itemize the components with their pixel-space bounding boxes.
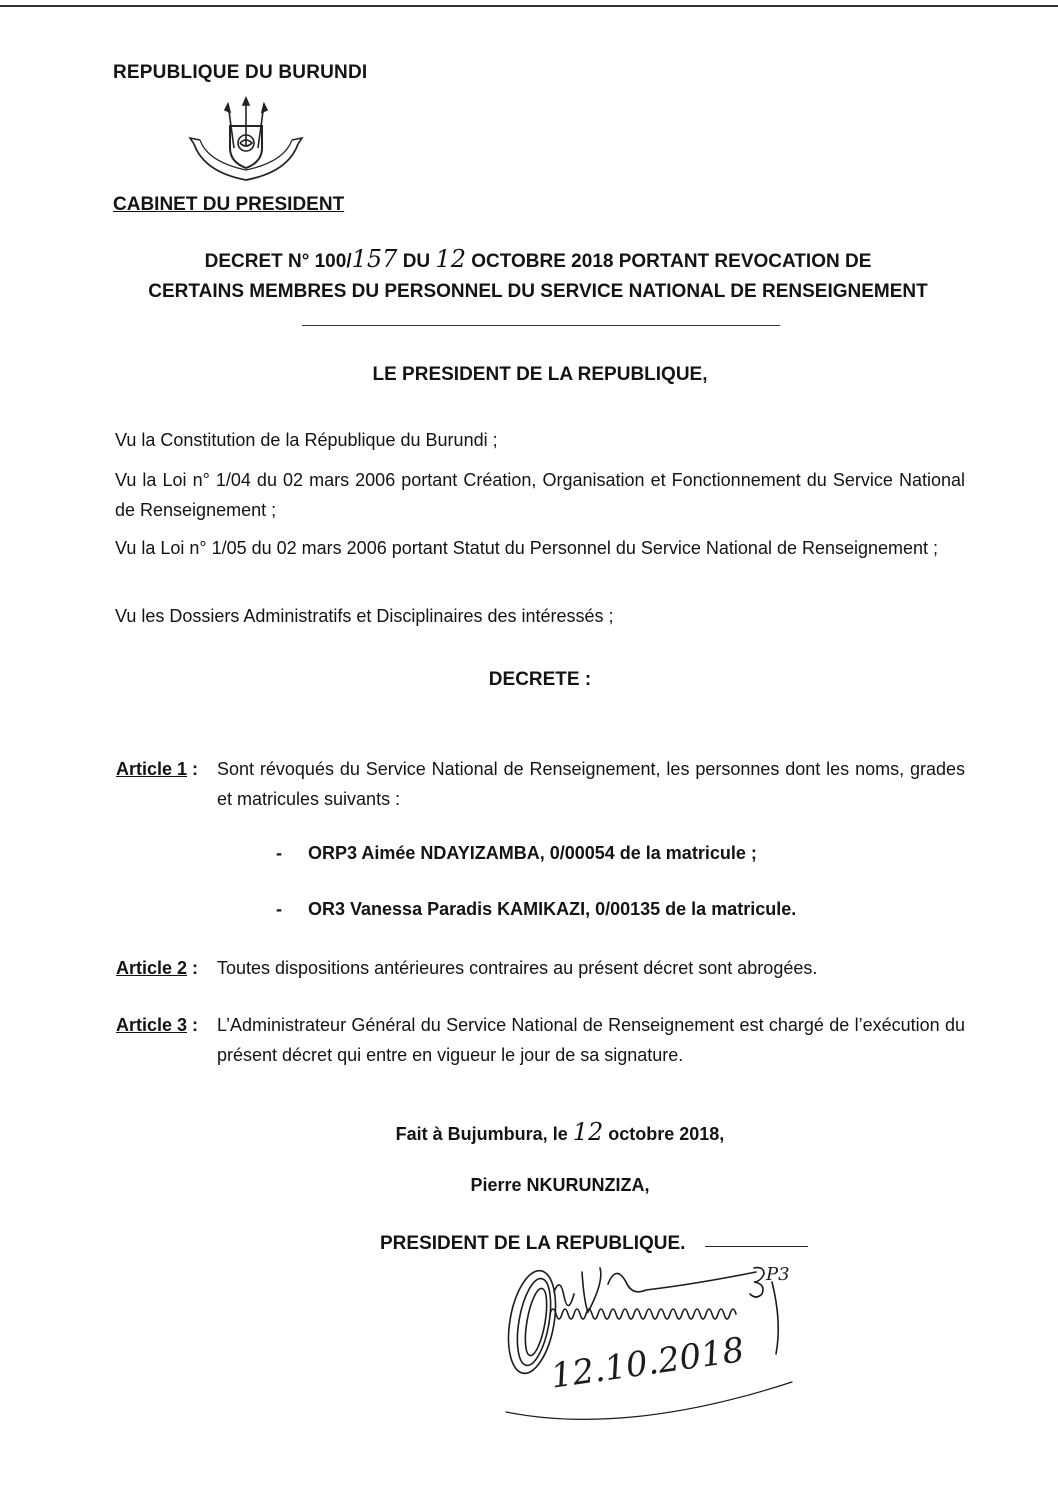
scan-edge-line [0,5,1058,7]
signatory-name: Pierre NKURUNZIZA, [470,1175,650,1195]
handwritten-decree-number: 157 [351,245,398,273]
place-date-line [300,1118,820,1146]
revoked-person-1 [276,843,757,864]
article-1-label [116,759,198,780]
president-heading: LE PRESIDENT DE LA REPUBLIQUE, [372,364,708,385]
article-2-title: Article 2 [116,958,188,978]
title-part1: DECRET N° 100/ [204,251,352,272]
country-heading: REPUBLIQUE DU BURUNDI [113,62,368,83]
decree-title [100,244,976,307]
consideration-3: Vu la Loi n° 1/05 du 02 mars 2006 portant Statut du Personnel du Service National de Renseignement ; [115,538,939,558]
decrete-heading: DECRETE : [488,669,592,690]
signature-underline [705,1246,808,1247]
article-3-sep: : [187,1015,199,1035]
revoked-person-2 [276,899,796,920]
article-1-text: Sont révoqués du Service National de Renseignement, les personnes dont les noms, grades et matricules suivants : [217,759,965,809]
bullet-dash: - [276,899,282,919]
consideration-1: Vu la Constitution de la République du Burundi ; [115,430,498,450]
article-3-text: L’Administrateur Général du Service National de Renseignement est chargé de l’exécution du présent décret qui entre en vigueur le jour de sa signature. [217,1015,965,1065]
article-3-label [116,1015,198,1036]
bullet-dash: - [276,843,282,863]
article-1-title: Article 1 [116,759,188,779]
separator-line [302,325,780,326]
cabinet-heading: CABINET DU PRESIDENT [113,194,345,215]
revoked-person-1-text: ORP3 Aimée NDAYIZAMBA, 0/00054 de la matricule ; [308,843,757,863]
article-2-text: Toutes dispositions antérieures contraires au présent décret sont abrogées. [217,958,818,978]
consideration-2: Vu la Loi n° 1/04 du 02 mars 2006 portant Création, Organisation et Fonctionnement du Service National de Renseignement ; [115,470,965,520]
revoked-person-2-text: OR3 Vanessa Paradis KAMIKAZI, 0/00135 de la matricule. [308,899,797,919]
place-suffix: octobre 2018, [603,1124,725,1144]
article-2-label [116,958,198,979]
handwritten-signature [490,1262,810,1472]
handwritten-sign-day: 12 [572,1118,604,1146]
title-line2: CERTAINS MEMBRES DU PERSONNEL DU SERVICE NATIONAL DE RENSEIGNEMENT [148,281,928,302]
signature-date: 12.10.2018 [548,1330,747,1397]
coat-of-arms-icon [188,96,304,190]
signatory-office: PRESIDENT DE LA REPUBLIQUE. [380,1233,686,1254]
title-part2: DU [397,251,436,272]
consideration-4: Vu les Dossiers Administratifs et Disciplinaires des intéressés ; [115,606,614,626]
article-2-sep: : [187,958,199,978]
article-3-title: Article 3 [116,1015,188,1035]
article-1-sep: : [187,759,199,779]
place-prefix: Fait à Bujumbura, le [395,1124,573,1144]
handwritten-decree-day: 12 [435,245,466,273]
signature-mark: P3 [766,1264,790,1285]
title-part3: OCTOBRE 2018 PORTANT REVOCATION DE [465,251,872,272]
